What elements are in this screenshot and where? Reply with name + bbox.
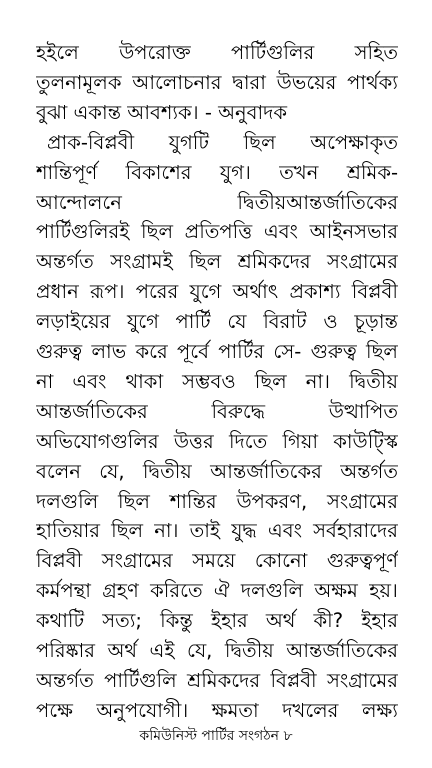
word: ছিল (189, 250, 222, 274)
word: ইহার (361, 609, 398, 633)
text-line-4 (47, 128, 398, 158)
word: দ্বিতীয় (142, 459, 192, 483)
word: বিপ্লবী (36, 549, 83, 573)
word: কাউট্স্কি (333, 429, 398, 453)
word: দ্বিতীয় (349, 369, 398, 393)
text-line-11 (36, 337, 398, 367)
word: শান্তিপূর্ণ (36, 160, 98, 184)
text-line-13 (36, 397, 398, 427)
word: দলগুলি (36, 489, 99, 513)
page-footer: কমিউনিস্ট পার্টির সংগঠন ৮ (139, 728, 293, 744)
word: প্রতিপত্তি (184, 220, 253, 244)
text-line-20 (36, 606, 398, 636)
text-line-16 (36, 487, 398, 517)
word: পার্টি (175, 310, 211, 334)
word: উত্তর (173, 429, 214, 453)
word: আন্তর্জাতিকের (286, 639, 398, 662)
word: যুগে (189, 280, 222, 304)
word: পার্টিগুলিরই (36, 220, 130, 244)
word: যে (227, 310, 247, 334)
word: যুগটি (168, 130, 209, 154)
word: উভয়ের (276, 70, 337, 94)
word: উত্থাপিত (328, 399, 398, 423)
word: অর্থ (107, 639, 138, 662)
word: অর্থ (265, 609, 296, 633)
word: সম্ভবও (182, 369, 236, 393)
word: কী? (313, 609, 344, 633)
word: না (36, 369, 54, 393)
text-line-15 (36, 457, 398, 487)
word: বিপ্লবী (270, 668, 317, 692)
word: পক্ষে (36, 698, 73, 722)
word: ছিল (366, 340, 398, 363)
text-line-21 (36, 636, 398, 666)
word: যে, (99, 459, 125, 483)
word: সংগ্রামের (101, 549, 173, 573)
word: উপরোক্ত (119, 41, 191, 64)
word: প্রকাশ্য (289, 280, 341, 304)
word: হইলে (36, 41, 79, 64)
text-line-23 (36, 696, 398, 726)
word: দখলের (282, 698, 339, 722)
text-line-6 (36, 188, 398, 218)
word: অভিযোগগুলির (36, 429, 159, 453)
word: দ্বিতীয় (224, 639, 274, 662)
word: বিরাট (263, 310, 307, 334)
word: আলোচনার (132, 70, 222, 94)
text-line-9 (36, 277, 398, 307)
word: অনুপযোগী। (96, 698, 189, 722)
text-line-22 (36, 666, 398, 696)
text-line-8 (36, 247, 398, 277)
word: শ্রমিকদের (187, 668, 261, 692)
word: দ্বারা (232, 70, 266, 94)
word: কথাটি (36, 609, 85, 633)
word: যুদ্ধ (231, 519, 257, 543)
text-line-18 (36, 546, 398, 576)
text-line-3: বুঝা একান্ত আবশ্যক। - অনুবাদক (36, 100, 287, 124)
word: শ্রমিক- (346, 160, 398, 184)
word: উপকরণ, (236, 489, 308, 513)
word: আন্তর্জাতিকের (210, 459, 322, 483)
text-line-1 (36, 38, 398, 68)
word: ছিল (254, 369, 287, 393)
text-line-7 (36, 217, 398, 247)
word: হাতিয়ার (36, 519, 100, 543)
word: দিতে (228, 429, 268, 453)
word: সহিত (354, 41, 398, 64)
word: পার্টির (218, 340, 265, 363)
word: ছিল (141, 220, 173, 244)
word: পরের (135, 280, 179, 304)
word: পার্টিগুলি (104, 668, 177, 692)
word: লাভ (91, 340, 127, 363)
word: বিপ্লবী (351, 280, 398, 304)
word: শান্তির (169, 489, 217, 513)
word: সে- (273, 340, 302, 363)
word: কর্মপন্থা (36, 579, 91, 603)
word: সত্য; (102, 609, 143, 633)
word: বিরুদ্ধে (211, 399, 265, 423)
text-line-5 (36, 158, 398, 188)
text-line-14 (36, 427, 398, 457)
word: কিন্তু (160, 609, 193, 633)
word: থাকা (125, 369, 164, 393)
word: ক্ষমতা (211, 698, 259, 722)
word: তখন (279, 160, 319, 184)
word: কোনো (254, 549, 308, 573)
word: অপেক্ষাকৃত (310, 130, 398, 154)
word: ও (323, 310, 338, 334)
word: এবং (72, 369, 107, 393)
word: পরিষ্কার (36, 639, 95, 662)
word: পার্থক্য (347, 70, 398, 94)
word: গিয়া (282, 429, 318, 453)
text-line-2 (36, 68, 398, 98)
word: অন্তর্গত (36, 250, 94, 274)
word: ছিল (243, 130, 276, 154)
word: সময়ে (192, 549, 236, 573)
word: আন্তর্জাতিকের (36, 399, 148, 423)
word: পার্টিগুলির (231, 41, 315, 64)
word: যে, (187, 639, 213, 662)
word: বিকাশের (125, 160, 192, 184)
word: না। (305, 369, 331, 393)
word: না। (154, 519, 179, 543)
word: প্রধান (36, 280, 79, 304)
word: আইনসভার (309, 220, 398, 244)
word: হয়। (369, 579, 398, 603)
word: শ্রমিকদের (237, 250, 311, 274)
word: রূপ। (90, 280, 125, 304)
text-line-19 (36, 576, 398, 606)
word: ঐ (213, 579, 230, 603)
word: সংগ্রামই (110, 250, 173, 274)
word: গুরুত্ব (310, 340, 357, 363)
word: সর্বহারাদের (313, 519, 398, 543)
word: ইহার (210, 609, 248, 633)
word: অন্তর্গত (36, 668, 94, 692)
word: অর্থাৎ (232, 280, 279, 304)
word: আন্দোলনে (36, 190, 122, 214)
word: এই (149, 639, 175, 662)
word: যুগ। (219, 160, 251, 184)
word: যুগে (127, 310, 159, 334)
word: ছিল (117, 489, 150, 513)
text-line-12 (36, 367, 398, 397)
word: এবং (267, 519, 302, 543)
word: অন্তর্গত (340, 459, 398, 483)
word: দ্বিতীয়আন্তর্জাতিকের (237, 190, 398, 214)
word: গুরুত্বপূর্ণ (326, 549, 398, 573)
word: গুরুত্ব (36, 340, 83, 363)
word: লড়াইয়ের (36, 310, 111, 334)
word: ছিল (111, 519, 144, 543)
word: সংগ্রামের (327, 489, 398, 513)
word: এবং (263, 220, 298, 244)
word: সংগ্রামের (327, 668, 398, 692)
word: পূর্বে (177, 340, 209, 363)
word: করে (135, 340, 168, 363)
word: সংগ্রামের (327, 250, 398, 274)
word: লক্ষ্য (361, 698, 398, 722)
word: গ্রহণ (102, 579, 139, 603)
text-line-10 (36, 307, 398, 337)
word: প্রাক-বিপ্লবী (47, 130, 135, 154)
word: বলেন (36, 459, 81, 483)
text-line-17 (36, 516, 398, 546)
word: তুলনামূলক (36, 70, 122, 94)
word: দলগুলি (240, 579, 304, 603)
word: অক্ষম (314, 579, 358, 603)
word: করিতে (150, 579, 203, 603)
word: চূড়ান্ত (354, 310, 398, 334)
word: তাই (189, 519, 221, 543)
